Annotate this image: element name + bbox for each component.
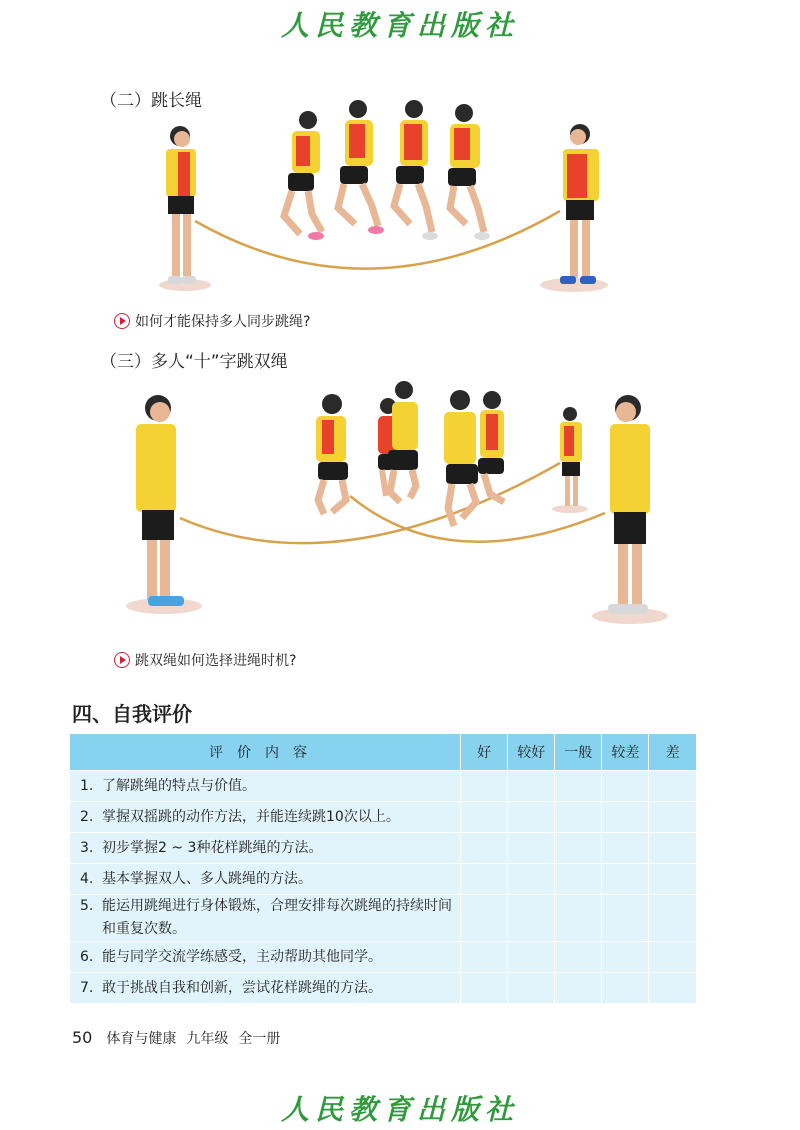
- row-text: 了解跳绳的特点与价值。: [102, 777, 256, 794]
- row-number: 6.: [80, 948, 94, 965]
- section3-question-text: 跳双绳如何选择进绳时机?: [135, 653, 297, 669]
- row-number: 2.: [80, 808, 94, 825]
- rating-cell[interactable]: [555, 973, 602, 1004]
- table-row: [70, 833, 696, 864]
- page-number: 50: [72, 1028, 93, 1047]
- book-title: 体育与健康: [106, 1031, 177, 1047]
- long-rope-illustration: [150, 96, 620, 306]
- header-rating-fairly-poor: 较差: [602, 734, 649, 771]
- row-text: 能与同学交流学练感受，主动帮助其他同学。: [102, 948, 382, 965]
- row-text: 基本掌握双人、多人跳绳的方法。: [102, 870, 312, 887]
- row-text: 能运用跳绳进行身体锻炼，合理安排每次跳绳的持续时间和重复次数。: [102, 898, 452, 937]
- volume: 全一册: [238, 1031, 281, 1047]
- rating-cell[interactable]: [508, 833, 555, 864]
- section2-question: [114, 311, 310, 331]
- rating-cell[interactable]: [461, 833, 508, 864]
- rating-cell[interactable]: [461, 864, 508, 895]
- section3-question: [114, 650, 296, 670]
- publisher-logo-top: 人民教育出版社: [280, 9, 519, 42]
- rating-cell[interactable]: [649, 864, 696, 895]
- page-footer: [72, 1028, 280, 1048]
- rating-cell[interactable]: [649, 895, 696, 942]
- row-text: 掌握双摇跳的动作方法，并能连续跳10次以上。: [102, 808, 400, 825]
- publisher-logo-bottom: 人民教育出版社: [280, 1093, 519, 1126]
- header-content: 评价内容: [70, 734, 461, 771]
- rating-cell[interactable]: [602, 973, 649, 1004]
- rating-cell[interactable]: [461, 802, 508, 833]
- play-icon: [114, 313, 130, 329]
- row-number: 1.: [80, 777, 94, 794]
- cross-double-rope-illustration: [120, 378, 680, 628]
- rating-cell[interactable]: [461, 771, 508, 802]
- rating-cell[interactable]: [508, 771, 555, 802]
- rating-cell[interactable]: [461, 895, 508, 942]
- grade: 九年级: [186, 1031, 229, 1047]
- rating-cell[interactable]: [602, 895, 649, 942]
- table-row: [70, 802, 696, 833]
- row-number: 4.: [80, 870, 94, 887]
- rating-cell[interactable]: [555, 942, 602, 973]
- header-rating-average: 一般: [555, 734, 602, 771]
- rating-cell[interactable]: [649, 973, 696, 1004]
- rating-cell[interactable]: [555, 802, 602, 833]
- rating-cell[interactable]: [555, 895, 602, 942]
- rating-cell[interactable]: [461, 973, 508, 1004]
- row-number: 3.: [80, 839, 94, 856]
- rating-cell[interactable]: [602, 802, 649, 833]
- play-icon: [114, 652, 130, 668]
- row-number: 7.: [80, 979, 94, 996]
- table-row: [70, 771, 696, 802]
- header-rating-good: 好: [461, 734, 508, 771]
- rating-cell[interactable]: [649, 942, 696, 973]
- table-header-row: [70, 734, 696, 771]
- rating-cell[interactable]: [649, 771, 696, 802]
- rating-cell[interactable]: [602, 942, 649, 973]
- rating-cell[interactable]: [649, 802, 696, 833]
- section4-title: 四、自我评价: [72, 702, 192, 726]
- section2-question-text: 如何才能保持多人同步跳绳?: [135, 314, 311, 330]
- section3-heading: （三）多人“十”字跳双绳: [100, 352, 288, 372]
- row-text: 初步掌握2 ~ 3种花样跳绳的方法。: [102, 839, 323, 856]
- self-evaluation-table: [70, 734, 696, 1004]
- rating-cell[interactable]: [461, 942, 508, 973]
- rating-cell[interactable]: [602, 864, 649, 895]
- rating-cell[interactable]: [602, 833, 649, 864]
- header-rating-fairly-good: 较好: [508, 734, 555, 771]
- rating-cell[interactable]: [508, 802, 555, 833]
- table-row: [70, 895, 696, 942]
- rating-cell[interactable]: [508, 942, 555, 973]
- rating-cell[interactable]: [555, 864, 602, 895]
- section2-heading: （二）跳长绳: [100, 91, 202, 111]
- rating-cell[interactable]: [555, 771, 602, 802]
- rating-cell[interactable]: [555, 833, 602, 864]
- table-row: [70, 973, 696, 1004]
- header-rating-poor: 差: [649, 734, 696, 771]
- rating-cell[interactable]: [508, 895, 555, 942]
- rating-cell[interactable]: [649, 833, 696, 864]
- rating-cell[interactable]: [602, 771, 649, 802]
- rating-cell[interactable]: [508, 973, 555, 1004]
- rating-cell[interactable]: [508, 864, 555, 895]
- table-row: [70, 942, 696, 973]
- row-number: 5.: [80, 898, 94, 914]
- row-text: 敢于挑战自我和创新，尝试花样跳绳的方法。: [102, 979, 382, 996]
- table-row: [70, 864, 696, 895]
